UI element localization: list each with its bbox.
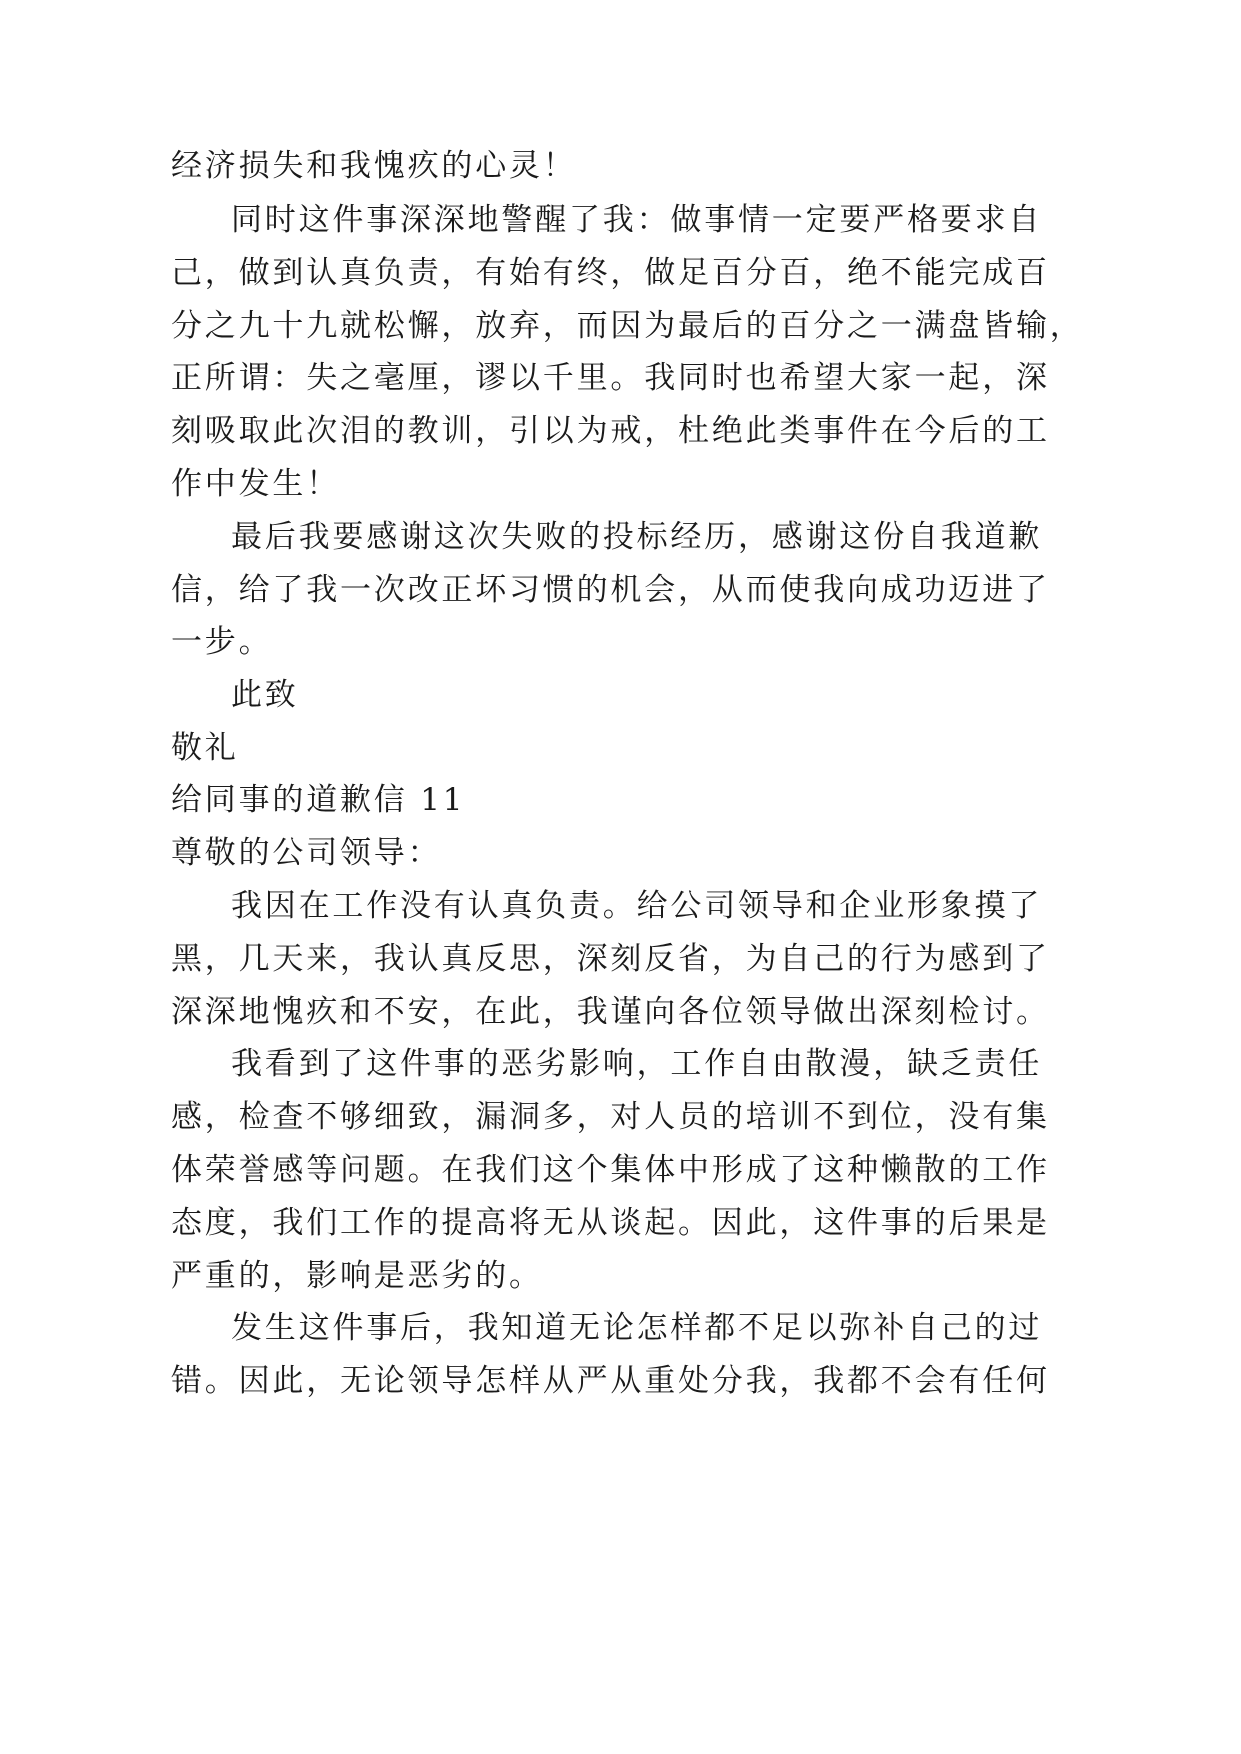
paragraph-first-line: 最后我要感谢这次失败的投标经历，感谢这份自我道歉 xyxy=(231,519,1043,555)
text-line: 态度，我们工作的提高将无从谈起。因此，这件事的后果是 xyxy=(171,1205,1050,1241)
text-line: 一步。 xyxy=(171,624,273,660)
text-line: 体荣誉感等问题。在我们这个集体中形成了这种懒散的工作 xyxy=(171,1152,1050,1188)
paragraph-first-line: 我看到了这件事的恶劣影响，工作自由散漫，缺乏责任 xyxy=(231,1046,1043,1082)
text-line: 己，做到认真负责，有始有终，做足百分百，绝不能完成百 xyxy=(171,255,1050,291)
greeting-line: 尊敬的公司领导： xyxy=(171,835,442,871)
text-line: 感，检查不够细致，漏洞多，对人员的培训不到位，没有集 xyxy=(171,1099,1050,1135)
text-line: 刻吸取此次泪的教训，引以为戒，杜绝此类事件在今后的工 xyxy=(171,413,1050,449)
text-line: 经济损失和我愧疚的心灵！ xyxy=(171,148,577,184)
text-line: 正所谓：失之毫厘，谬以千里。我同时也希望大家一起，深 xyxy=(171,360,1050,396)
paragraph-first-line: 我因在工作没有认真负责。给公司领导和企业形象摸了 xyxy=(231,888,1043,924)
text-line: 分之九十九就松懈，放弃，而因为最后的百分之一满盘皆输， xyxy=(171,308,1084,344)
text-line: 错。因此，无论领导怎样从严从重处分我，我都不会有任何 xyxy=(171,1363,1050,1399)
text-line: 深深地愧疚和不安，在此，我谨向各位领导做出深刻检讨。 xyxy=(171,994,1050,1030)
text-line: 黑，几天来，我认真反思，深刻反省，为自己的行为感到了 xyxy=(171,941,1050,977)
text-line: 作中发生！ xyxy=(171,466,340,502)
text-line: 信，给了我一次改正坏习惯的机会，从而使我向成功迈进了 xyxy=(171,572,1050,608)
closing-line: 此致 xyxy=(231,677,299,713)
salutation-closing: 敬礼 xyxy=(171,730,239,766)
text-line: 严重的，影响是恶劣的。 xyxy=(171,1258,543,1294)
paragraph-first-line: 同时这件事深深地警醒了我：做事情一定要严格要求自 xyxy=(231,202,1043,238)
paragraph-first-line: 发生这件事后，我知道无论怎样都不足以弥补自己的过 xyxy=(231,1310,1043,1346)
section-title: 给同事的道歉信 11 xyxy=(171,782,466,818)
